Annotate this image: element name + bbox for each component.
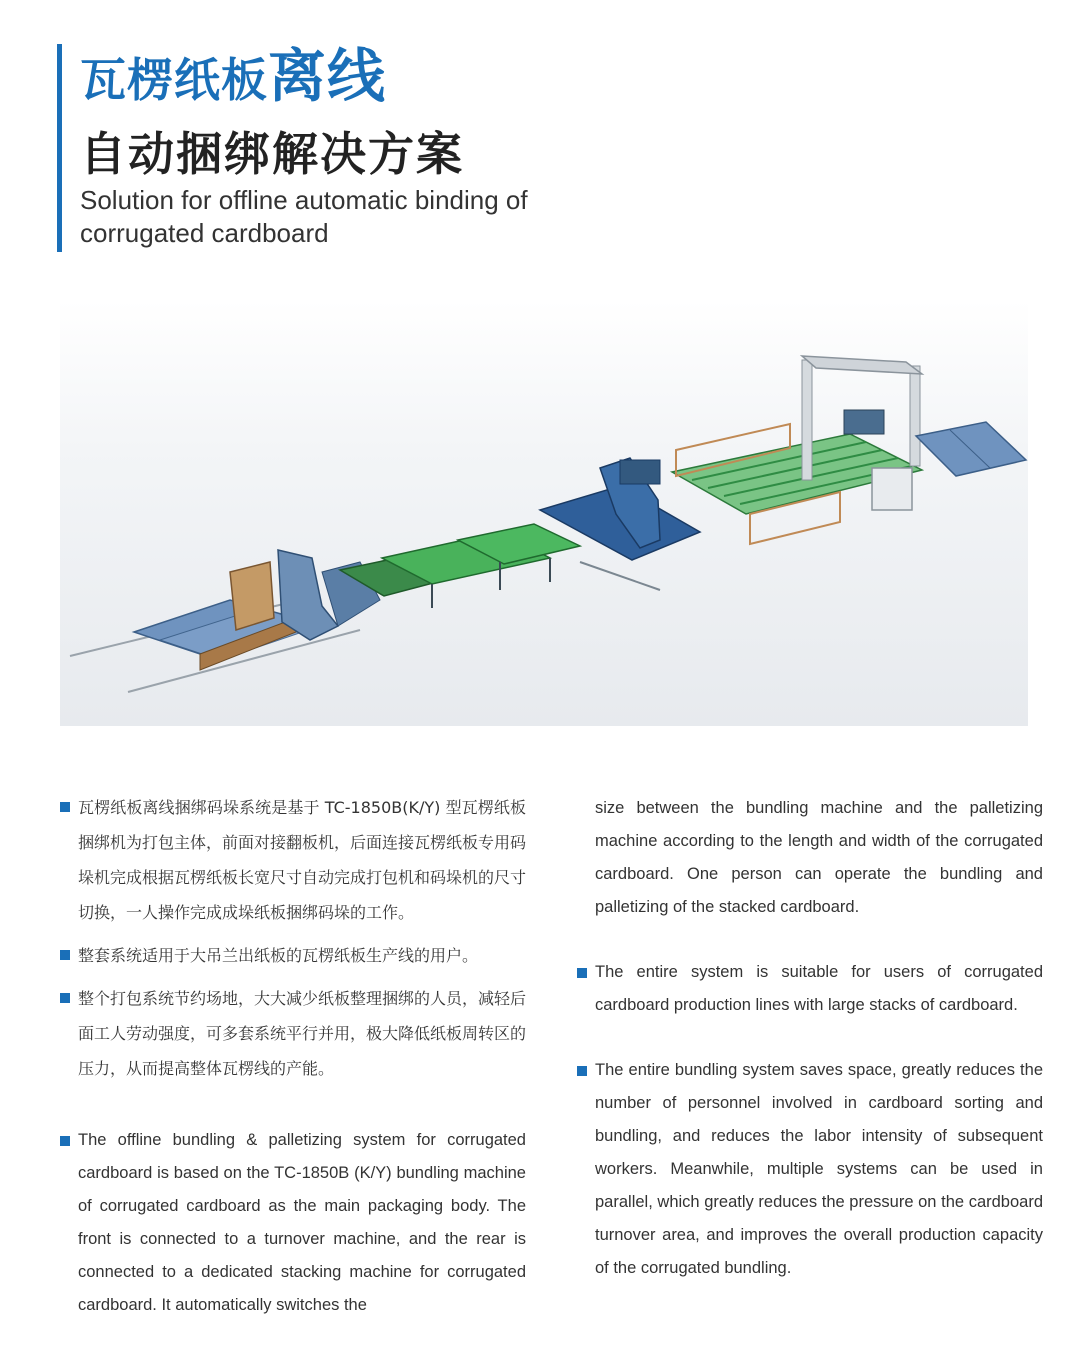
bullet-square-icon [60,993,70,1003]
en-item-1-text-start: The offline bundling & palletizing system for corrugated cardboard is based on the TC-1850B (K/Y) bundling machine of corrugated cardboard as the main packaging body. The front is connected to a turnover machine, and the rear is connected to a dedicated stacking machine for corrugated cardboard. It automatically switches the [78,1131,526,1314]
bundling-rail [580,562,660,590]
gantry-top [802,356,922,374]
bullet-square-icon [60,802,70,812]
list-item-zh-3 [60,981,526,1086]
title-part-1: 瓦楞纸板 [80,53,268,107]
list-item-zh-1 [60,790,526,930]
left-text-column [60,790,526,1322]
bundling-machine-head [620,460,660,484]
list-item-en-3 [577,1054,1043,1285]
turnover-frame [230,562,274,630]
english-subtitle [80,184,600,250]
list-item-en-2 [577,956,1043,1022]
outfeed-conveyor [916,422,1026,476]
gantry-right-post [910,366,920,466]
zh-item-2-text: 整套系统适用于大吊兰出纸板的瓦楞纸板生产线的用户。 [78,946,479,965]
control-cabinet [872,468,912,510]
title-part-2-emphasis: 离线 [268,42,387,110]
page-title-line-2: 自动捆绑解决方案 [80,127,464,181]
zh-item-1-text: 瓦楞纸板离线捆绑码垛系统是基于 TC-1850B(K/Y) 型瓦楞纸板捆绑机为打包主体，前面对接翻板机，后面连接瓦楞纸板专用码垛机完成根据瓦楞纸板长宽尺寸自动完成打包机和码垛机的尺寸切换，一人操作完成成垛纸板捆绑码垛的工作。 [78,798,527,922]
production-line-render [60,300,1028,726]
page-title-line-1 [80,44,386,112]
gantry-left-post [802,360,812,480]
bullet-square-icon [60,950,70,960]
subtitle-line-1: Solution for offline automatic binding of [80,185,528,215]
en-item-3-text: The entire bundling system saves space, greatly reduces the number of personnel involved in cardboard sorting and bundling, and reduces the labor intensity of subsequent workers. Meanwhile, multiple systems can be used in parallel, which greatly reduces the pressure on the cardboard turnover area, and improves the overall production capacity of the corrugated bundling. [595,1061,1043,1277]
bullet-square-icon [577,1066,587,1076]
bullet-square-icon [60,1136,70,1146]
list-item-en-1 [60,1124,526,1322]
zh-item-3-text: 整个打包系统节约场地，大大减少纸板整理捆绑的人员，减轻后面工人劳动强度，可多套系统平行并用，极大降低纸板周转区的压力，从而提高整体瓦楞线的产能。 [78,989,527,1078]
right-text-column [577,792,1043,1285]
gantry-head [844,410,884,434]
bullet-square-icon [577,968,587,978]
en-item-2-text: The entire system is suitable for users of corrugated cardboard production lines with large stacks of cardboard. [595,963,1043,1014]
subtitle-line-2: corrugated cardboard [80,218,329,248]
title-accent-bar [57,44,62,252]
list-item-zh-2 [60,938,526,973]
en-item-1-continuation: size between the bundling machine and the palletizing machine according to the length and width of the corrugated cardboard. One person can operate the bundling and palletizing of the stacked cardboard. [595,799,1043,916]
production-line-figure [60,300,1028,726]
